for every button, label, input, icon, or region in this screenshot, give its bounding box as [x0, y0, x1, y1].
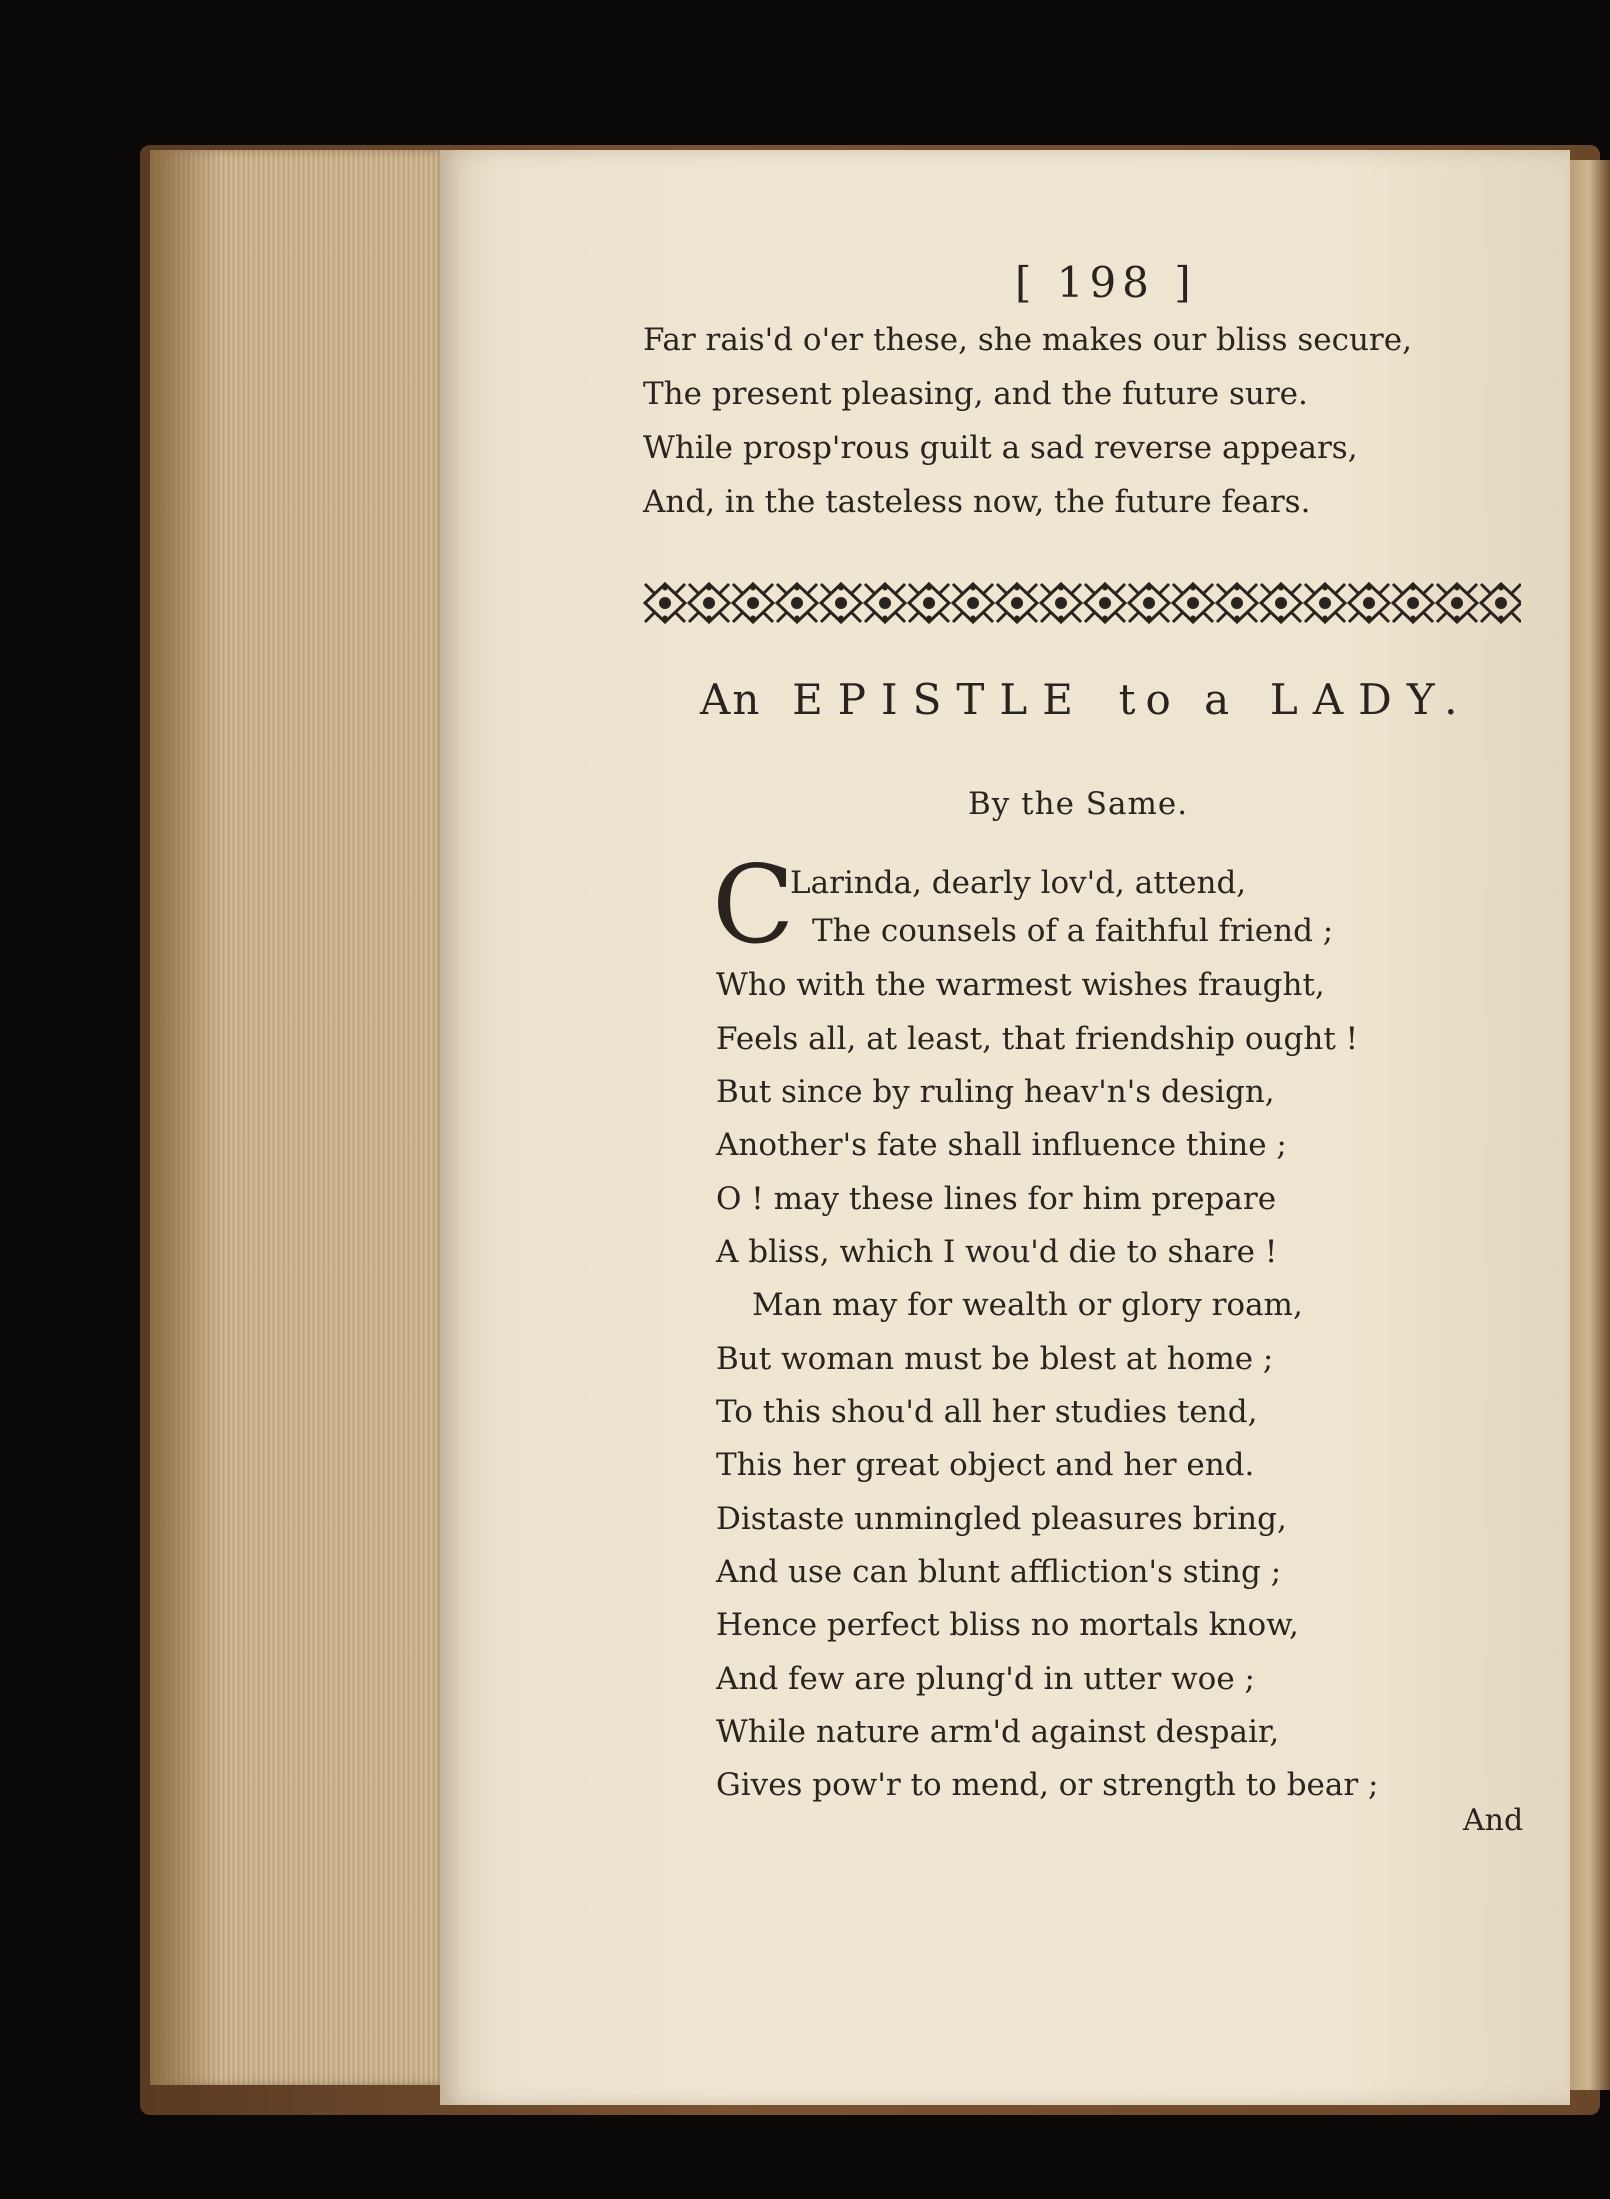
page-block-shadow: [150, 150, 220, 2085]
poem-line: O ! may these lines for him prepare: [716, 1181, 1277, 1217]
catchword: And: [1463, 1803, 1524, 1838]
poem-line: To this shou'd all her studies tend,: [716, 1394, 1258, 1430]
poem-line: Man may for wealth or glory roam,: [752, 1287, 1303, 1323]
title-word-lady: LADY.: [1269, 675, 1473, 724]
title-word-epistle: EPISTLE: [792, 675, 1088, 724]
drop-cap: C: [712, 843, 795, 968]
poem-line: Another's fate shall influence thine ;: [716, 1127, 1287, 1163]
poem-line: Feels all, at least, that friendship ought !: [716, 1021, 1359, 1057]
poem-line: And use can blunt affliction's sting ;: [716, 1554, 1282, 1590]
poem-line: Gives pow'r to mend, or strength to bear ;: [716, 1767, 1379, 1803]
poem-byline: By the Same.: [968, 786, 1189, 822]
poem-line: Hence perfect bliss no mortals know,: [716, 1607, 1299, 1643]
poem-line: This her great object and her end.: [716, 1447, 1255, 1483]
facing-page-edge: [1568, 160, 1610, 2090]
poem-line: Who with the warmest wishes fraught,: [716, 967, 1325, 1003]
previous-poem-line-2: The present pleasing, and the future sure.: [643, 376, 1308, 412]
poem-line: While nature arm'd against despair,: [716, 1714, 1280, 1750]
poem-title: [700, 675, 1472, 724]
poem-second-line: The counsels of a faithful friend ;: [812, 913, 1334, 949]
page-number: [ 198 ]: [1015, 258, 1197, 307]
poem-line: But woman must be blest at home ;: [716, 1341, 1274, 1377]
poem-line: Distaste unmingled pleasures bring,: [716, 1501, 1287, 1537]
title-mid: to a: [1118, 675, 1240, 724]
previous-poem-line-1: Far rais'd o'er these, she makes our bliss secure,: [643, 322, 1412, 358]
poem-first-line: Larinda, dearly lov'd, attend,: [790, 865, 1247, 901]
previous-poem-line-4: And, in the tasteless now, the future fears.: [643, 484, 1311, 520]
poem-line: But since by ruling heav'n's design,: [716, 1074, 1275, 1110]
poem-line: A bliss, which I wou'd die to share !: [716, 1234, 1278, 1270]
previous-poem-line-3: While prosp'rous guilt a sad reverse appears,: [643, 430, 1358, 466]
title-prefix: An: [700, 675, 762, 724]
printer-ornament-band: [643, 580, 1521, 626]
poem-line: And few are plung'd in utter woe ;: [716, 1661, 1255, 1697]
